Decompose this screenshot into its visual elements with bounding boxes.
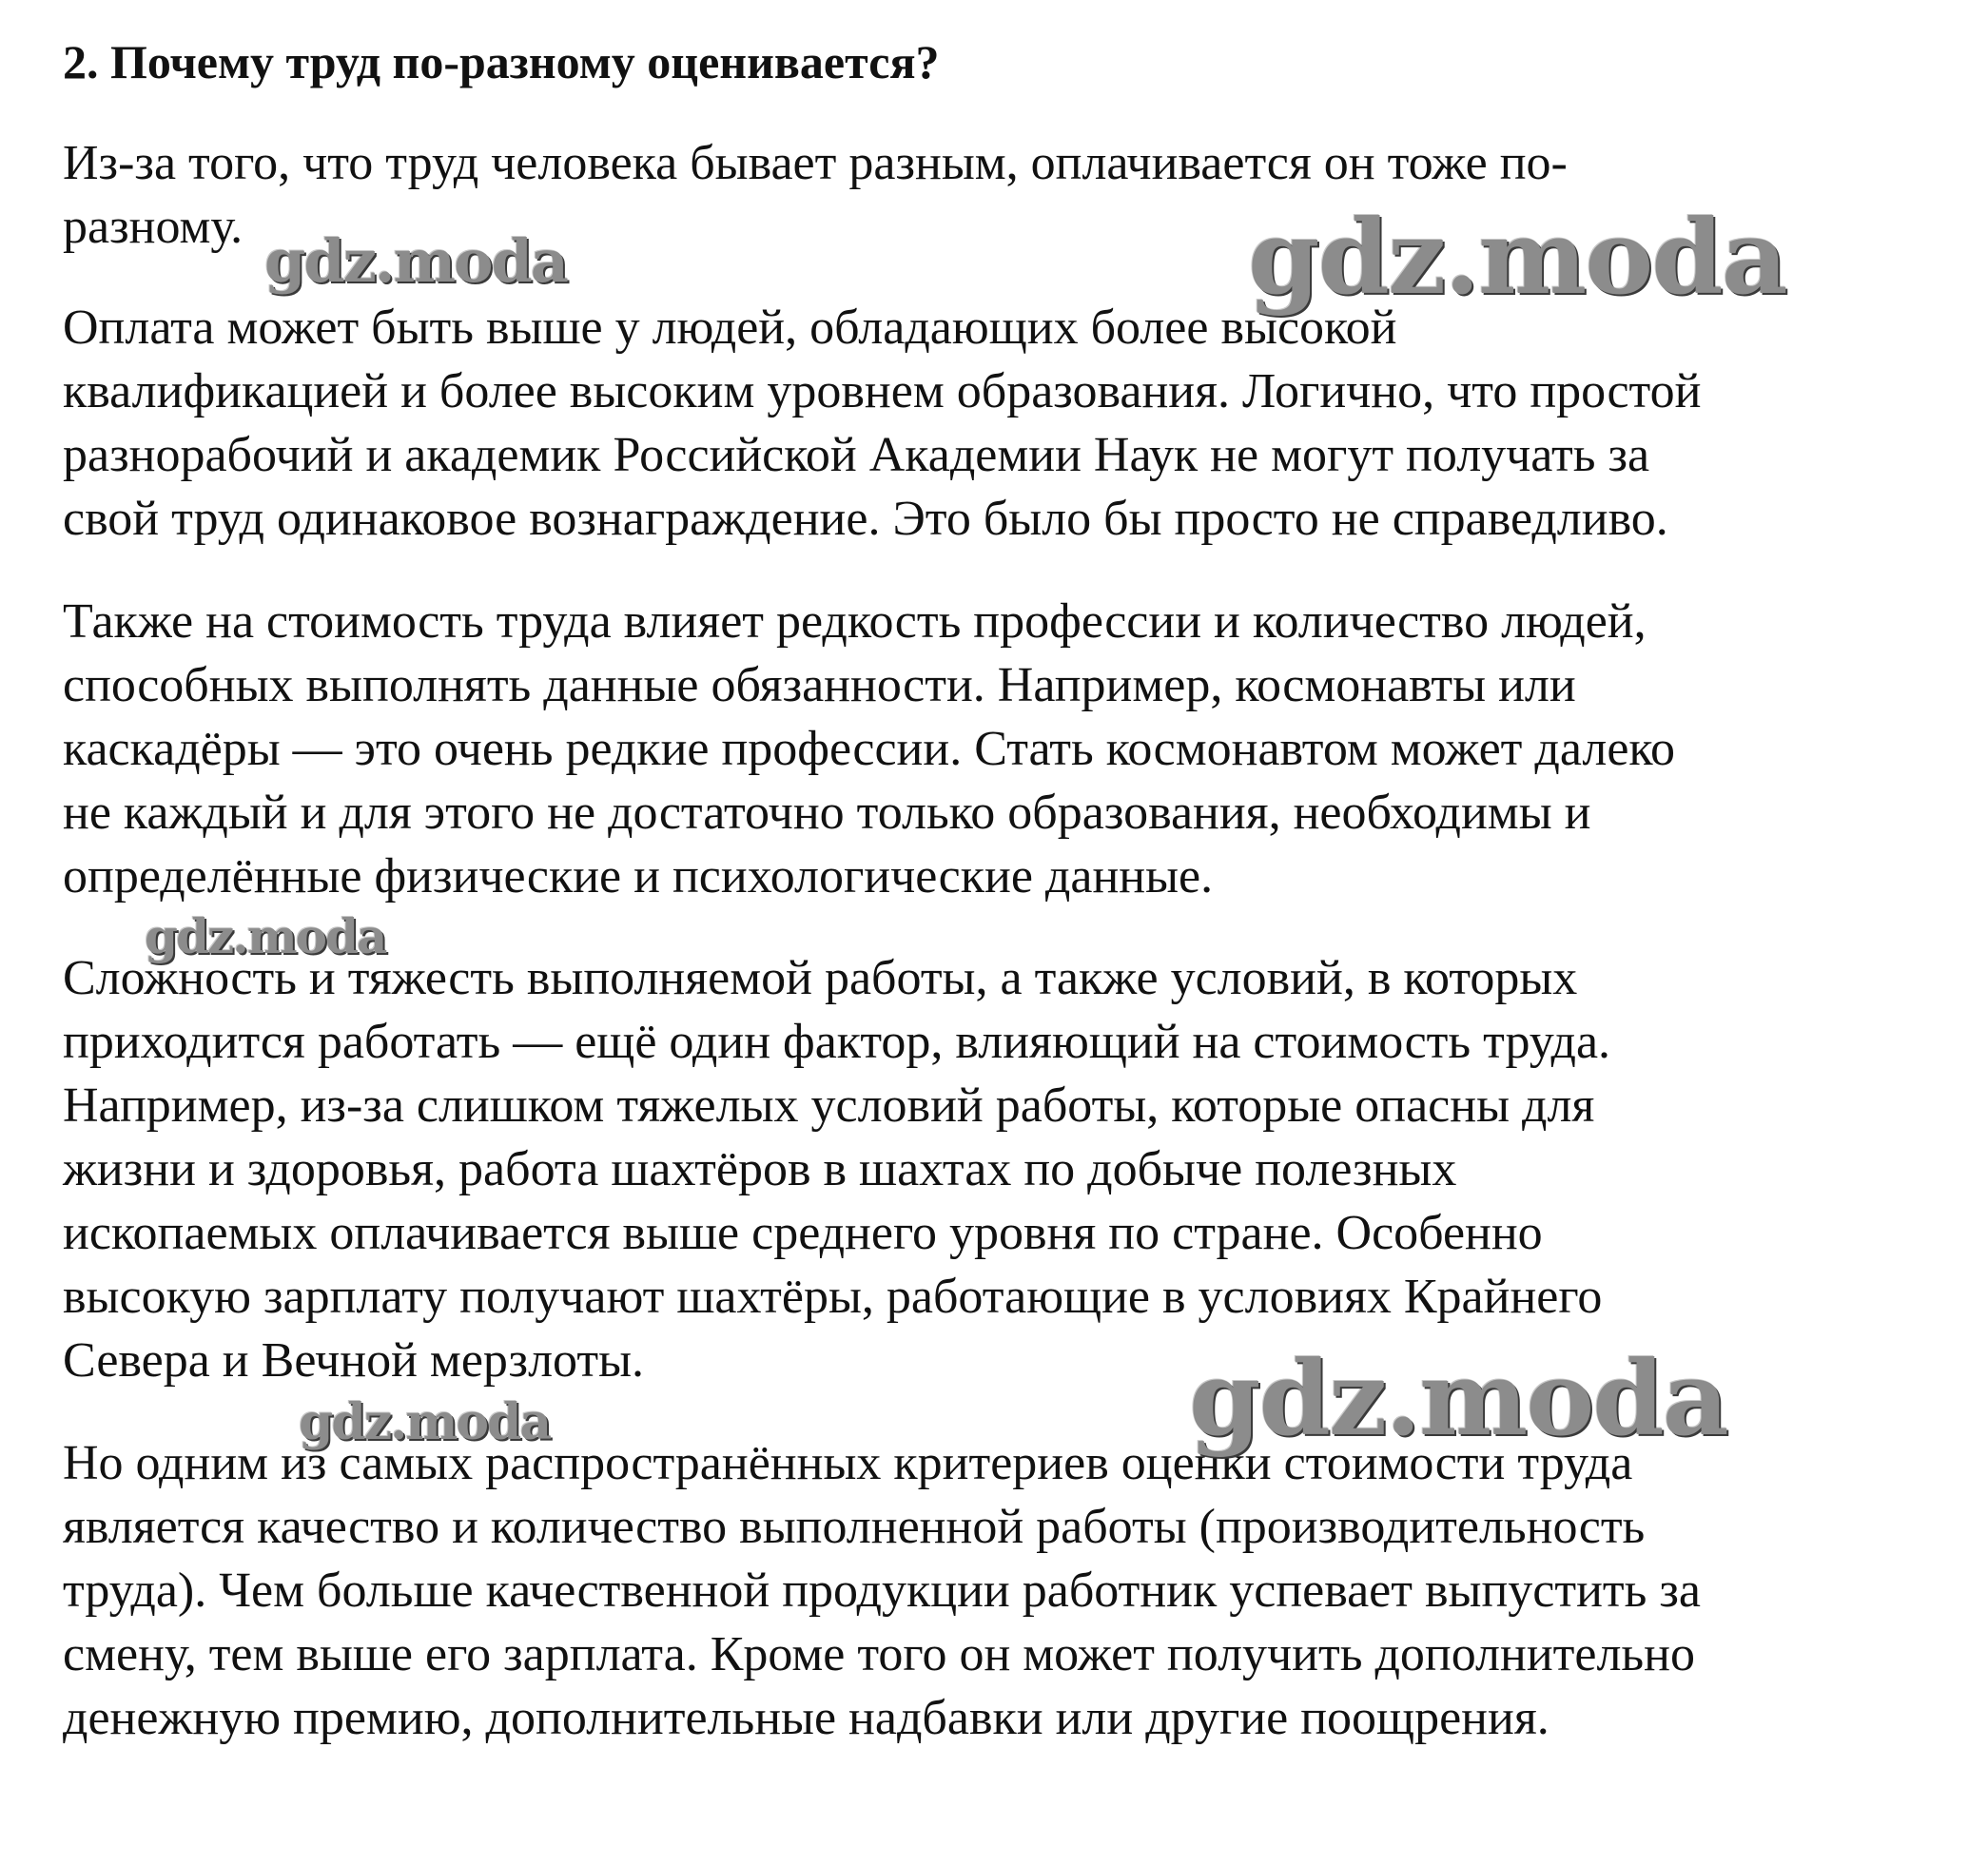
text-line: разному. (63, 200, 244, 254)
answer-paragraph-3 (63, 590, 1956, 908)
text-line: Сложность и тяжесть выполняемой работы, а также условий, в которых (63, 951, 1578, 1005)
watermark-logo: gdz.moda (264, 226, 567, 296)
text-line: разнорабочий и академик Российской Академии Наук не могут получать за (63, 428, 1650, 482)
watermark-logo: gdz.moda (145, 908, 386, 964)
text-line: труда). Чем больше качественной продукции работник успевает выпустить за (63, 1564, 1701, 1618)
question-heading: 2. Почему труд по-разному оценивается? (63, 35, 940, 88)
text-line: квалификацией и более высоким уровнем образования. Логично, что простой (63, 364, 1702, 418)
text-line: высокую зарплату получают шахтёры, работающие в условиях Крайнего (63, 1270, 1603, 1324)
text-line: определённые физические и психологические данные. (63, 849, 1214, 903)
text-line: способных выполнять данные обязанности. Например, космонавты или (63, 658, 1576, 712)
text-line: жизни и здоровья, работа шахтёров в шахтах по добыче полезных (63, 1142, 1457, 1196)
answer-paragraph-4 (63, 946, 1956, 1392)
text-line: Например, из-за слишком тяжелых условий работы, которые опасны для (63, 1078, 1595, 1133)
text-line: Также на стоимость труда влияет редкость профессии и количество людей, (63, 594, 1647, 649)
text-line: является качество и количество выполненной работы (производительность (63, 1500, 1646, 1554)
watermark-logo: gdz.moda (299, 1393, 551, 1451)
text-line: приходится работать — ещё один фактор, влияющий на стоимость труда. (63, 1015, 1611, 1069)
text-line: Севера и Вечной мерзлоты. (63, 1333, 644, 1388)
text-line: ископаемых оплачивается выше среднего уровня по стране. Особенно (63, 1206, 1543, 1260)
text-line: не каждый и для этого не достаточно только образования, необходимы и (63, 786, 1591, 840)
answer-paragraph-5 (63, 1431, 1956, 1750)
text-line: каскадёры — это очень редкие профессии. Стать космонавтом может далеко (63, 722, 1676, 776)
watermark-logo: gdz.moda (1189, 1339, 1727, 1459)
text-line: денежную премию, дополнительные надбавки или другие поощрения. (63, 1691, 1549, 1745)
answer-paragraph-2 (63, 296, 1956, 551)
text-line: свой труд одинаковое вознаграждение. Это было бы просто не справедливо. (63, 492, 1668, 546)
text-line: смену, тем выше его зарплата. Кроме того он может получить дополнительно (63, 1627, 1695, 1681)
text-line: Из-за того, что труд человека бывает разным, оплачивается он тоже по- (63, 136, 1568, 190)
text-line: Оплата может быть выше у людей, обладающих более высокой (63, 301, 1397, 355)
watermark-logo: gdz.moda (1248, 198, 1786, 318)
text-line: Но одним из самых распространённых критериев оценки стоимости труда (63, 1436, 1633, 1490)
answer-paragraph-1 (63, 131, 1956, 259)
